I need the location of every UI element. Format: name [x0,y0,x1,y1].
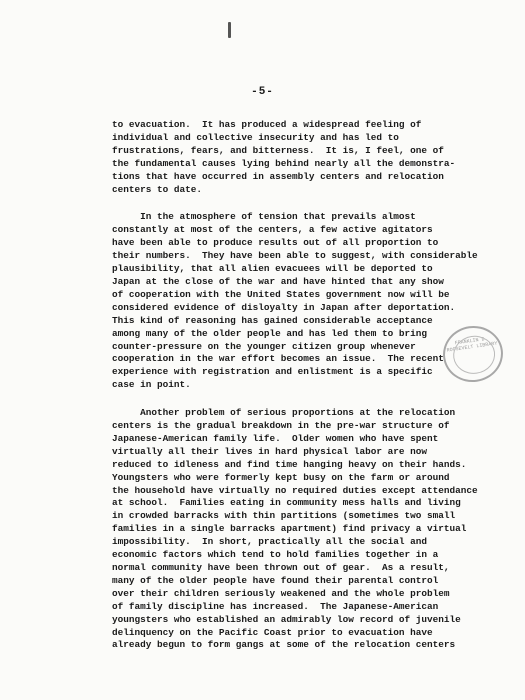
text-line: among many of the older people and has led them to bring [112,327,428,339]
text-line: impossibility. In short, practically all the social and [112,536,428,548]
text-line: Another problem of serious proportions at the relocation [112,407,456,419]
text-line: at school. Families eating in community mess halls and living [112,497,461,509]
text-line: counter-pressure on the younger citizen group whenever [112,340,416,352]
text-line: in crowded barracks with thin partitions (sometimes two small [112,510,456,522]
text-line: over their children seriously weakened and the whole problem [112,587,450,599]
text-line: of family discipline has increased. The Japanese-American [112,600,439,612]
text-line: economic factors which tend to hold families together in a [112,549,439,561]
text-line: considered evidence of disloyalty in Japan after deportation. [112,301,456,313]
text-line: families in a single barracks apartment) find privacy a virtual [112,523,467,535]
paragraph-2 [112,211,492,392]
page-number: -5- [251,86,274,98]
text-line: the fundamental causes lying behind nearly all the demonstra- [112,157,456,169]
text-line: case in point. [112,379,191,391]
text-line: Japan at the close of the war and have hinted that any show [112,275,444,287]
text-line: youngsters who established an admirably low record of juvenile [112,613,461,625]
stamp-text: FRANKLIN D. ROOSEVELT LIBRARY [446,335,498,354]
text-line: centers to date. [112,183,203,195]
staple-mark [228,22,231,38]
text-line: already begun to form gangs at some of the relocation centers [112,639,456,651]
text-line: Youngsters who were formerly kept busy on the farm or around [112,471,450,483]
text-line: This kind of reasoning has gained considerable acceptance [112,314,433,326]
text-line: have been able to produce results out of all proportion to [112,237,439,249]
text-line: tions that have occurred in assembly centers and relocation [112,170,444,182]
text-line: many of the older people have found their parental control [112,574,439,586]
text-line: experience with registration and enlistment is a specific [112,366,433,378]
text-line: plausibility, that all alien evacuees will be deported to [112,263,433,275]
text-line: Japanese-American family life. Older women who have spent [112,432,439,444]
text-line: their numbers. They have been able to suggest, with considerable [112,250,478,262]
text-line: to evacuation. It has produced a widespread feeling of [112,119,422,130]
text-line: reduced to idleness and find time hanging heavy on their hands. [112,458,467,470]
text-line: centers is the gradual breakdown in the pre-war structure of [112,420,450,432]
text-line: In the atmosphere of tension that prevails almost [112,211,416,223]
paragraph-1 [112,119,492,196]
text-line: individual and collective insecurity and has led to [112,131,399,143]
text-line: the household have virtually no required duties except attendance [112,484,478,496]
paragraph-3 [112,407,492,652]
text-line: delinquency on the Pacific Coast prior to evacuation have [112,626,433,638]
text-line: of cooperation with the United States government now will be [112,288,450,300]
text-line: virtually all their lives in hard physical labor are now [112,445,428,457]
text-line: cooperation in the war effort becomes an issue. The recent [112,353,444,365]
text-line: normal community have been thrown out of gear. As a result, [112,562,450,573]
text-line: constantly at most of the centers, a few active agitators [112,224,433,236]
text-line: frustrations, fears, and bitterness. It is, I feel, one of [112,144,444,156]
body-text [112,119,492,652]
